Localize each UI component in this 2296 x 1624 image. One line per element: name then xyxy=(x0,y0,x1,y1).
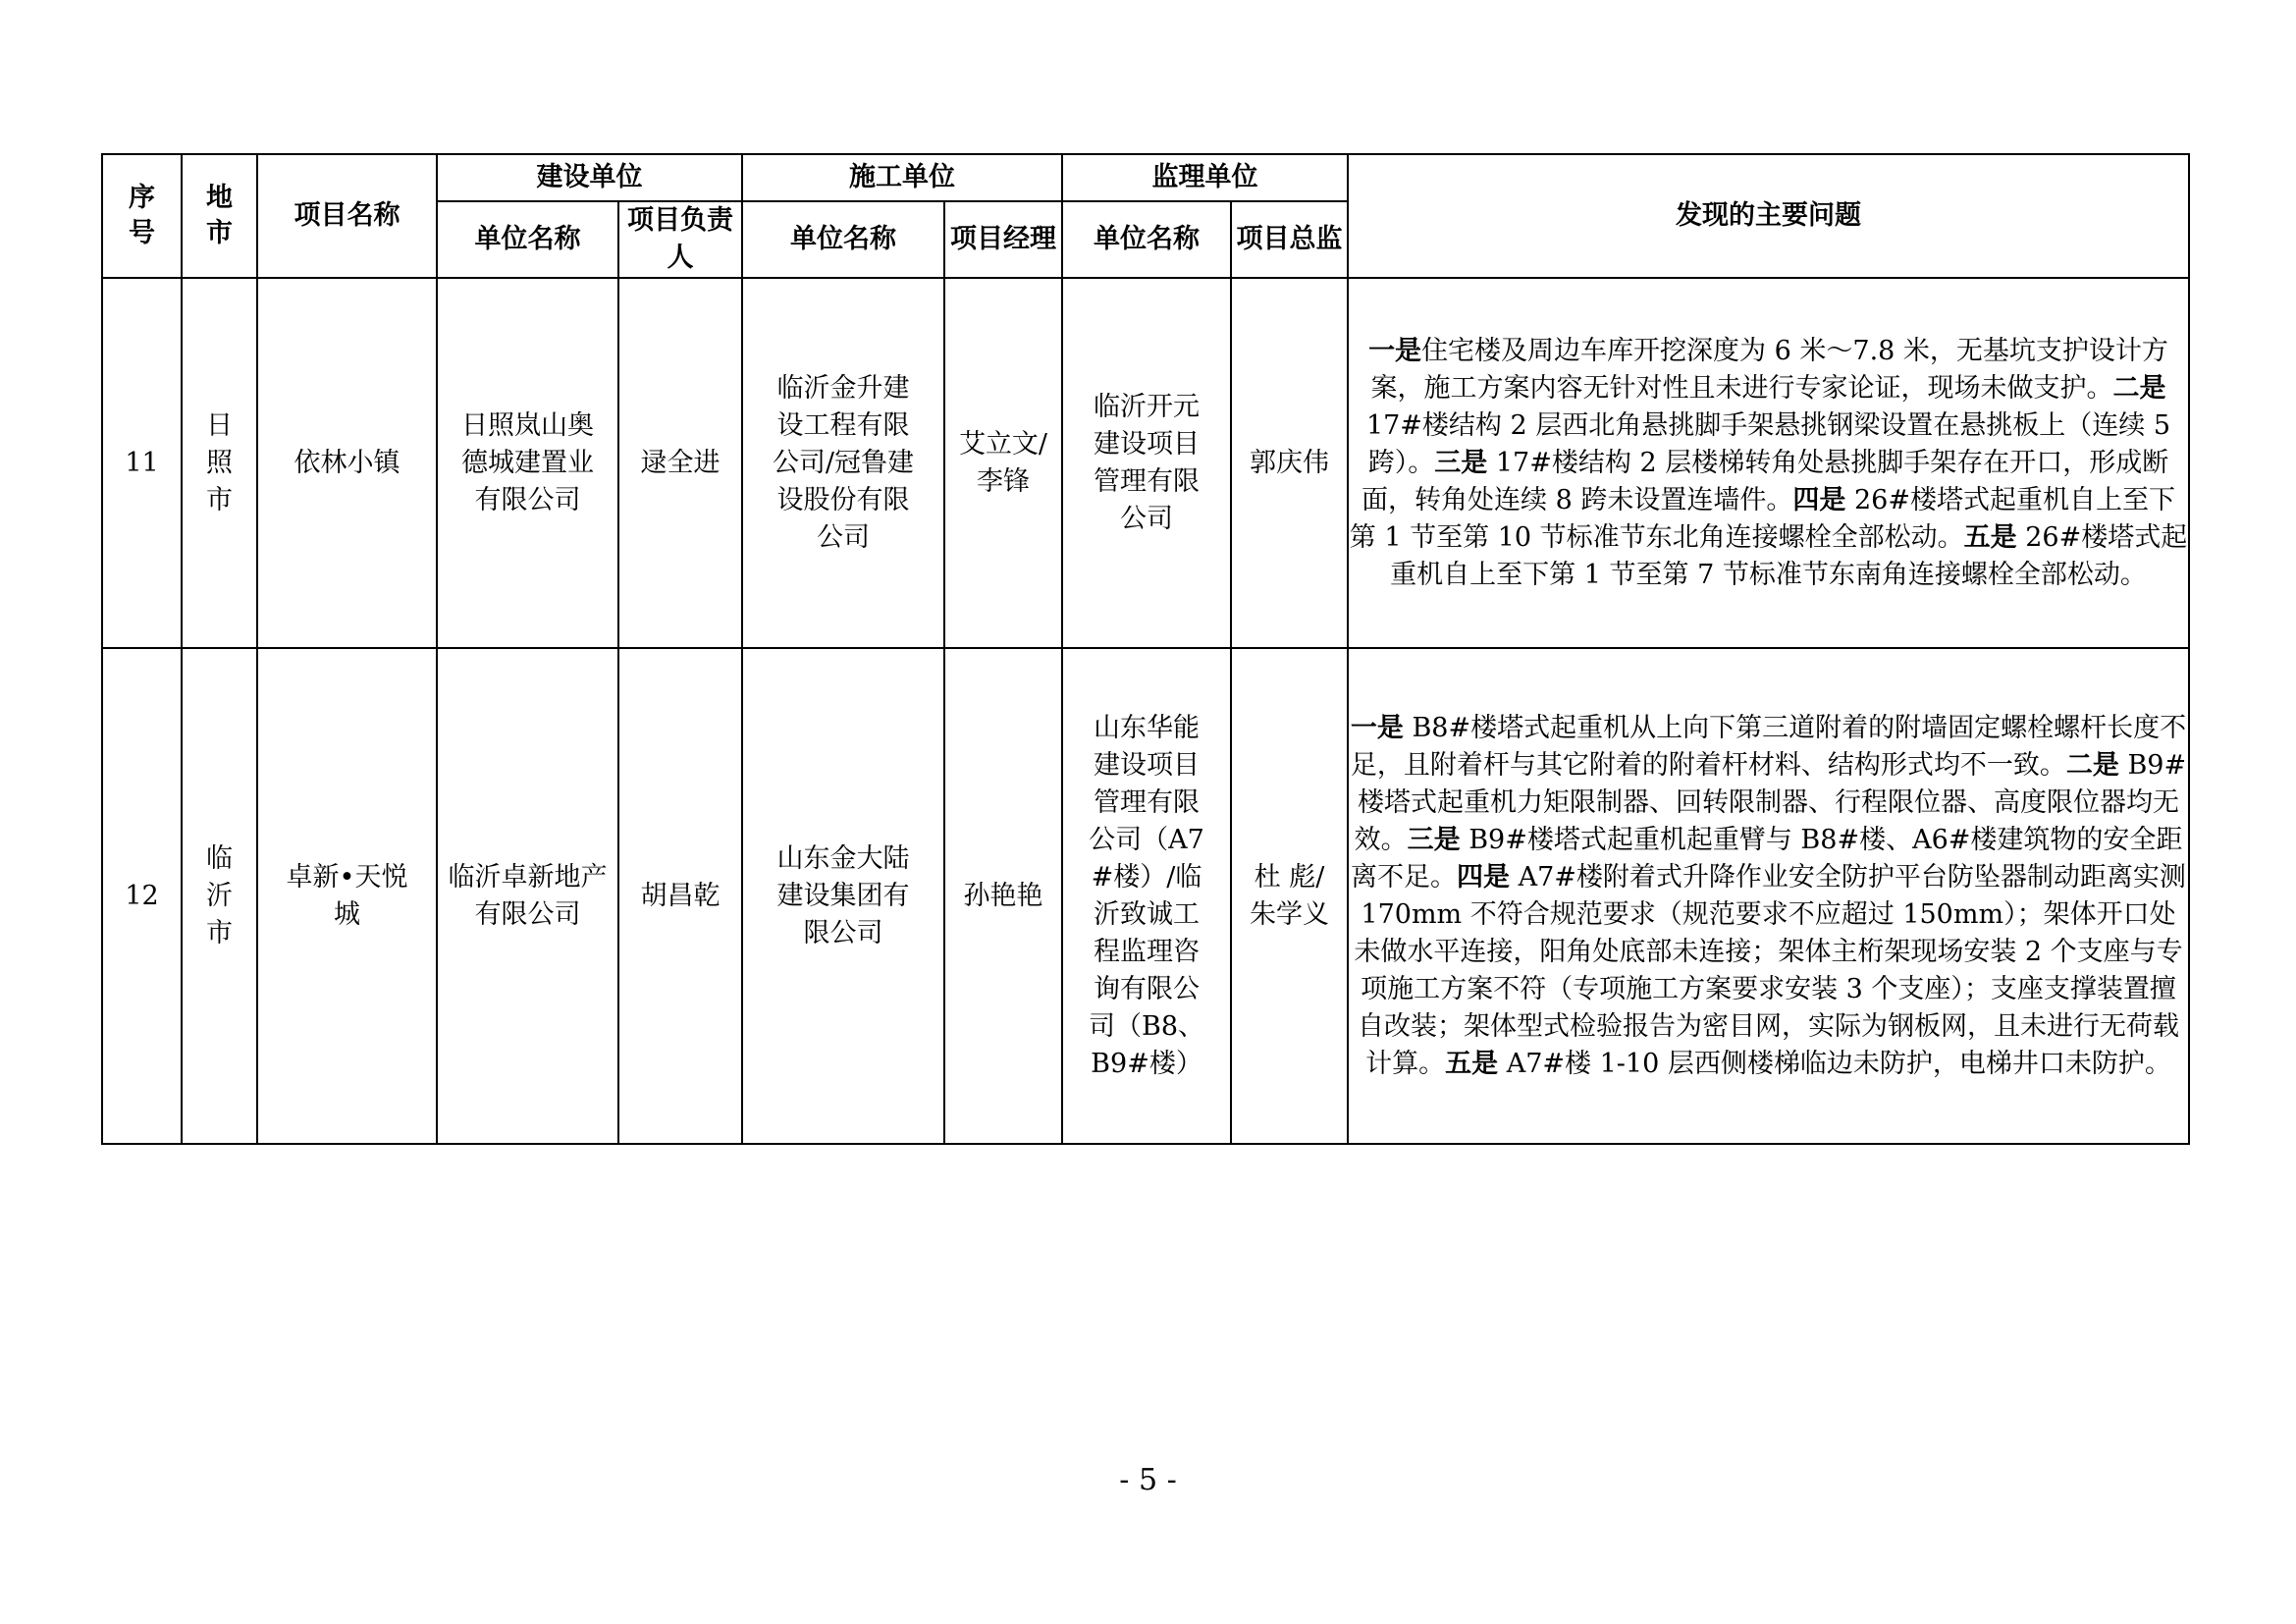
row-builder-lead: 逯全进 xyxy=(618,278,742,648)
row-contractor-name: 山东金大陆建设集团有限公司 xyxy=(742,648,944,1144)
issue-text: 26#楼塔式起重机自上至下第 1 节至第 10 节标准节东北角连接螺栓全部松动。 xyxy=(1349,484,2175,553)
header-supervisor-group: 监理单位 xyxy=(1062,154,1348,201)
issue-label: 三是 xyxy=(1434,447,1488,478)
issue-text: B9#楼塔式起重机起重臂与 B8#楼、A6#楼建筑物的安全距离不足。 xyxy=(1351,824,2183,893)
row-builder-lead: 胡昌乾 xyxy=(618,648,742,1144)
row-city: 临沂市 xyxy=(182,648,257,1144)
row-supervisor-chief: 杜 彪/朱学义 xyxy=(1231,648,1348,1144)
row-main-issues xyxy=(1348,278,2189,648)
issue-label: 二是 xyxy=(2112,372,2166,404)
issue-text: 17#楼结构 2 层西北角悬挑脚手架悬挑钢梁设置在悬挑板上（连续 5 跨）。 xyxy=(1365,409,2171,478)
header-contractor-group: 施工单位 xyxy=(742,154,1062,201)
page-number: - 5 - xyxy=(1119,1463,1177,1497)
issue-label: 四是 xyxy=(1457,861,1511,893)
header-builder-group: 建设单位 xyxy=(437,154,742,201)
table-row xyxy=(102,648,2189,1144)
header-main-issues: 发现的主要问题 xyxy=(1348,154,2189,278)
row-city: 日照市 xyxy=(182,278,257,648)
row-project-name: 依林小镇 xyxy=(257,278,437,648)
header-project-name: 项目名称 xyxy=(257,154,437,278)
issue-label: 三是 xyxy=(1407,824,1461,855)
row-supervisor-name: 山东华能建设项目管理有限公司（A7#楼）/临沂致诚工程监理咨询有限公司（B8、B9#楼） xyxy=(1062,648,1231,1144)
issue-text: 住宅楼及周边车库开挖深度为 6 米～7.8 米，无基坑支护设计方案，施工方案内容无针对性且未进行专家论证，现场未做支护。 xyxy=(1370,335,2168,404)
row-main-issues xyxy=(1348,648,2189,1144)
inspection-table xyxy=(101,153,2190,1145)
header-contractor-name: 单位名称 xyxy=(742,201,944,278)
issue-label: 五是 xyxy=(1445,1048,1499,1079)
header-supervisor-chief: 项目总监 xyxy=(1231,201,1348,278)
issue-label: 五是 xyxy=(1963,521,2017,553)
row-contractor-name: 临沂金升建设工程有限公司/冠鲁建设股份有限公司 xyxy=(742,278,944,648)
issue-text: B9#楼塔式起重机力矩限制器、回转限制器、行程限位器、高度限位器均无效。 xyxy=(1354,749,2187,855)
table-row xyxy=(102,278,2189,648)
row-contractor-manager: 艾立文/李锋 xyxy=(944,278,1062,648)
issue-label: 二是 xyxy=(2065,749,2119,781)
row-builder-name: 日照岚山奥德城建置业有限公司 xyxy=(437,278,618,648)
issue-label: 四是 xyxy=(1792,484,1846,515)
header-builder-lead: 项目负责人 xyxy=(618,201,742,278)
row-seq: 11 xyxy=(102,278,182,648)
header-builder-name: 单位名称 xyxy=(437,201,618,278)
row-builder-name: 临沂卓新地产有限公司 xyxy=(437,648,618,1144)
header-supervisor-name: 单位名称 xyxy=(1062,201,1231,278)
row-seq: 12 xyxy=(102,648,182,1144)
header-row-1 xyxy=(102,154,2189,201)
header-city: 地市 xyxy=(182,154,257,278)
issue-text: 17#楼结构 2 层楼梯转角处悬挑脚手架存在开口，形成断面，转角处连续 8 跨未设置连墙件。 xyxy=(1362,447,2169,515)
issue-text: B8#楼塔式起重机从上向下第三道附着的附墙固定螺栓螺杆长度不足，且附着杆与其它附着的附着杆材料、结构形式均不一致。 xyxy=(1350,712,2187,781)
row-contractor-manager: 孙艳艳 xyxy=(944,648,1062,1144)
issue-label: 一是 xyxy=(1350,712,1404,743)
issue-text: A7#楼 1-10 层西侧楼梯临边未防护，电梯井口未防护。 xyxy=(1498,1048,2171,1079)
row-supervisor-chief: 郭庆伟 xyxy=(1231,278,1348,648)
header-contractor-manager: 项目经理 xyxy=(944,201,1062,278)
issue-text: A7#楼附着式升降作业安全防护平台防坠器制动距离实测 170mm 不符合规范要求（规范要求不应超过 150mm）；架体开口处未做水平连接，阳角处底部未连接；架体主桁架现场安装 2 个支座与专项施工方案不符（专项施工方案要求安装 3 个支座）；支座支撑装置擅自改装；架体型式检验报告为密目网，实际为钢板网，且未进行无荷载计算。 xyxy=(1354,861,2186,1079)
row-supervisor-name: 临沂开元建设项目管理有限公司 xyxy=(1062,278,1231,648)
issue-text: 26#楼塔式起重机自上至下第 1 节至第 7 节标准节东南角连接螺栓全部松动。 xyxy=(1390,521,2188,590)
row-project-name: 卓新•天悦城 xyxy=(257,648,437,1144)
issue-label: 一是 xyxy=(1368,335,1422,366)
header-seq: 序号 xyxy=(102,154,182,278)
